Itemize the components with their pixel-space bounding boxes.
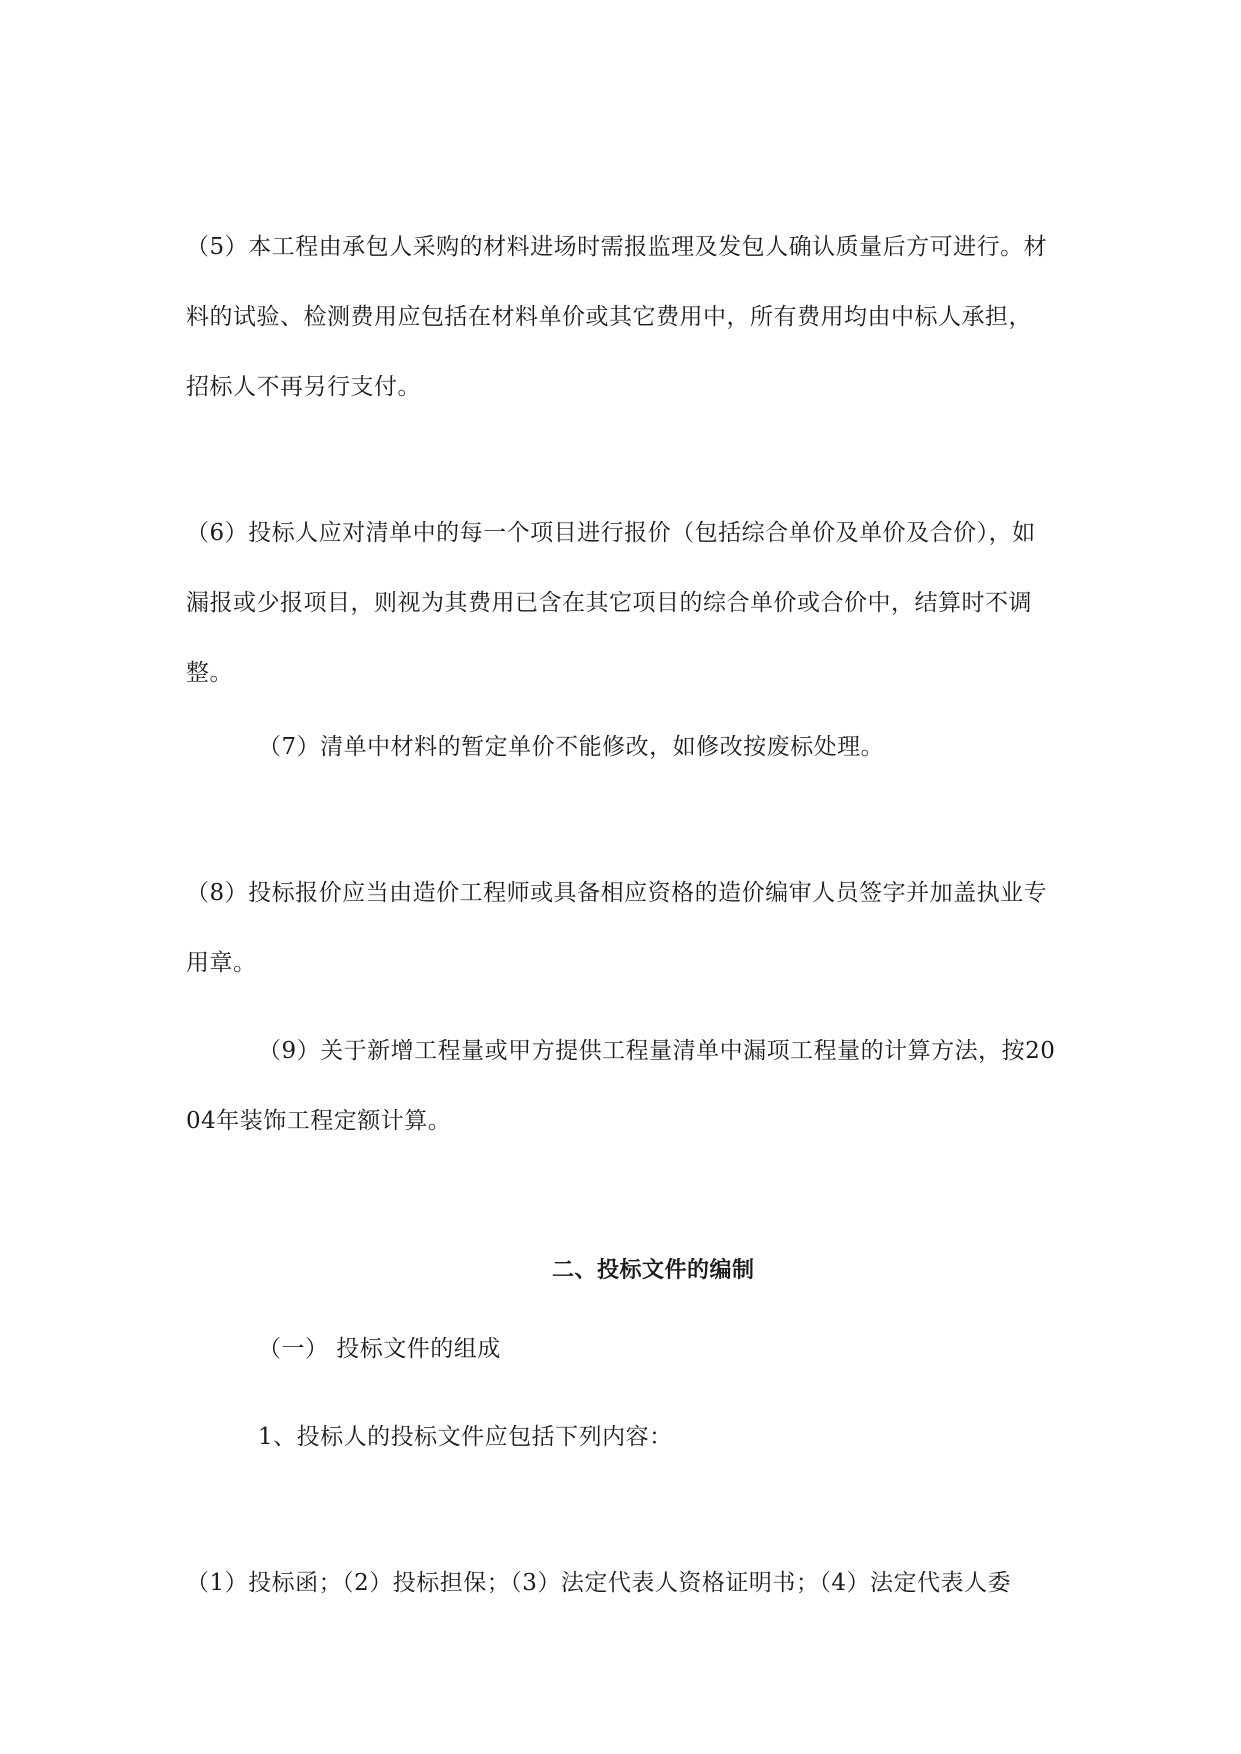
paragraph-5-line-2: 料的试验、检测费用应包括在材料单价或其它费用中，所有费用均由中标人承担， <box>186 304 1032 330</box>
paragraph-5-line-1: （5）本工程由承包人采购的材料进场时需报监理及发包人确认质量后方可进行。材 <box>186 234 1048 260</box>
paragraph-5-line-3: 招标人不再另行支付。 <box>186 374 421 400</box>
list-line: （1）投标函；（2）投标担保；（3）法定代表人资格证明书；（4）法定代表人委 <box>186 1570 1012 1596</box>
paragraph-6-line-2: 漏报或少报项目，则视为其费用已含在其它项目的综合单价或合价中，结算时不调 <box>186 590 1032 616</box>
paragraph-8-line-1: （8）投标报价应当由造价工程师或具备相应资格的造价编审人员签字并加盖执业专 <box>186 880 1048 906</box>
paragraph-8-line-2: 用章。 <box>186 950 257 976</box>
paragraph-6-line-1: （6）投标人应对清单中的每一个项目进行报价（包括综合单价及单价及合价），如 <box>186 520 1036 546</box>
list-intro-item: 1、投标人的投标文件应包括下列内容： <box>258 1424 673 1450</box>
section-subheading: （一） 投标文件的组成 <box>258 1336 501 1362</box>
paragraph-6-line-3: 整。 <box>186 660 233 686</box>
section-heading: 二、投标文件的编制 <box>552 1258 755 1283</box>
paragraph-7-line-1: （7）清单中材料的暂定单价不能修改，如修改按废标处理。 <box>258 734 885 760</box>
paragraph-9-line-2: 04年装饰工程定额计算。 <box>186 1108 452 1134</box>
paragraph-9-line-1: （9）关于新增工程量或甲方提供工程量清单中漏项工程量的计算方法，按20 <box>258 1038 1056 1064</box>
